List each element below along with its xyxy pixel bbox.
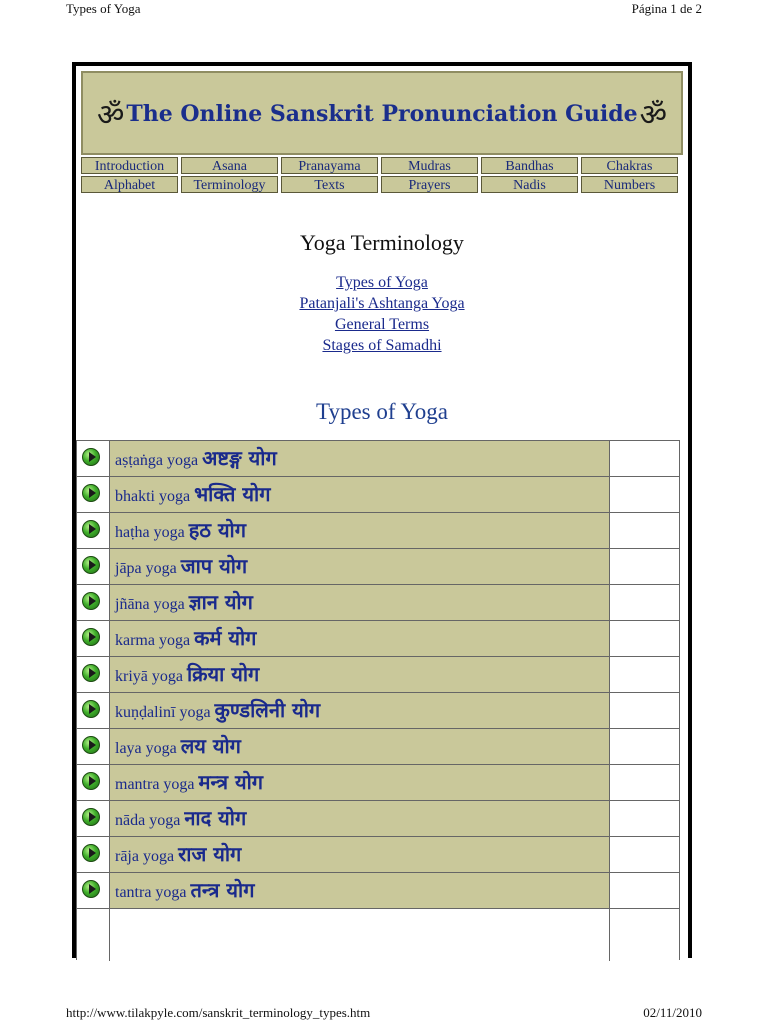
term-cell: [110, 909, 610, 961]
nav-row: [81, 176, 683, 193]
icon-cell: [77, 585, 110, 620]
term-transliteration: tantra yoga: [115, 884, 187, 901]
extra-cell: [610, 513, 679, 548]
term-devanagari: जाप योग: [180, 554, 248, 578]
table-row[interactable]: [77, 873, 679, 909]
green-arrow-bullet-icon[interactable]: [82, 844, 100, 862]
extra-cell: [610, 873, 679, 908]
extra-cell: [610, 477, 679, 512]
green-arrow-bullet-icon[interactable]: [82, 484, 100, 502]
term-transliteration: mantra yoga: [115, 776, 195, 793]
extra-cell: [610, 441, 679, 476]
link-patanjalis-ashtanga-yoga[interactable]: Patanjali's Ashtanga Yoga: [299, 295, 465, 312]
term-devanagari: हठ योग: [188, 518, 246, 542]
term-devanagari: क्रिया योग: [186, 662, 260, 686]
icon-cell: [77, 477, 110, 512]
term-cell: [110, 693, 610, 728]
term-cell: [110, 801, 610, 836]
section-links: [76, 272, 688, 356]
table-row[interactable]: [77, 801, 679, 837]
print-header-page-number: Página 1 de 2: [631, 1, 702, 16]
extra-cell: [610, 765, 679, 800]
link-types-of-yoga[interactable]: Types of Yoga: [336, 274, 428, 291]
green-arrow-bullet-icon[interactable]: [82, 664, 100, 682]
nav-numbers[interactable]: Numbers: [581, 176, 678, 193]
nav-row: [81, 157, 683, 174]
nav-pranayama[interactable]: Pranayama: [281, 157, 378, 174]
print-header-title: Types of Yoga: [66, 1, 141, 16]
term-devanagari: लय योग: [180, 734, 241, 758]
extra-cell: [610, 801, 679, 836]
term-cell: [110, 441, 610, 476]
icon-cell: [77, 801, 110, 836]
term-cell: [110, 657, 610, 692]
extra-cell: [610, 693, 679, 728]
green-arrow-bullet-icon[interactable]: [82, 736, 100, 754]
icon-cell: [77, 621, 110, 656]
icon-cell: [77, 909, 110, 961]
nav-mudras[interactable]: Mudras: [381, 157, 478, 174]
term-transliteration: laya yoga: [115, 740, 177, 757]
term-devanagari: कर्म योग: [194, 626, 257, 650]
green-arrow-bullet-icon[interactable]: [82, 772, 100, 790]
om-icon: ॐ: [639, 98, 667, 133]
terms-table: [76, 440, 680, 960]
section-heading: Types of Yoga: [316, 399, 448, 424]
icon-cell: [77, 873, 110, 908]
nav-terminology[interactable]: Terminology: [181, 176, 278, 193]
term-devanagari: तन्त्र योग: [190, 878, 255, 902]
nav-bandhas[interactable]: Bandhas: [481, 157, 578, 174]
page-title: Yoga Terminology: [300, 230, 464, 255]
icon-cell: [77, 729, 110, 764]
green-arrow-bullet-icon[interactable]: [82, 880, 100, 898]
icon-cell: [77, 837, 110, 872]
term-cell: [110, 729, 610, 764]
nav-alphabet[interactable]: Alphabet: [81, 176, 178, 193]
term-cell: [110, 477, 610, 512]
term-devanagari: मन्त्र योग: [198, 770, 264, 794]
table-row[interactable]: [77, 657, 679, 693]
term-cell: [110, 837, 610, 872]
icon-cell: [77, 513, 110, 548]
extra-cell: [610, 909, 679, 961]
nav-introduction[interactable]: Introduction: [81, 157, 178, 174]
om-icon: ॐ: [97, 98, 125, 133]
extra-cell: [610, 729, 679, 764]
term-cell: [110, 873, 610, 908]
term-cell: [110, 513, 610, 548]
term-transliteration: rāja yoga: [115, 848, 175, 865]
term-transliteration: aṣṭaṅga yoga: [115, 452, 199, 469]
nav-chakras[interactable]: Chakras: [581, 157, 678, 174]
link-general-terms[interactable]: General Terms: [334, 316, 430, 333]
icon-cell: [77, 441, 110, 476]
nav-prayers[interactable]: Prayers: [381, 176, 478, 193]
site-title[interactable]: The Online Sanskrit Pronunciation Guide: [126, 101, 638, 127]
table-row[interactable]: [77, 693, 679, 729]
table-row[interactable]: [77, 513, 679, 549]
print-footer-date: 02/11/2010: [643, 1005, 702, 1020]
term-devanagari: ज्ञान योग: [188, 590, 253, 614]
table-row[interactable]: [77, 765, 679, 801]
green-arrow-bullet-icon[interactable]: [82, 520, 100, 538]
table-row[interactable]: [77, 837, 679, 873]
term-cell: [110, 765, 610, 800]
term-devanagari: राज योग: [178, 842, 242, 866]
term-cell: [110, 621, 610, 656]
green-arrow-bullet-icon[interactable]: [82, 700, 100, 718]
print-footer-url: http://www.tilakpyle.com/sanskrit_terminology_types.htm: [66, 1005, 371, 1020]
term-devanagari: अष्टङ्ग योग: [202, 446, 277, 470]
extra-cell: [610, 549, 679, 584]
term-transliteration: jñāna yoga: [115, 596, 185, 613]
term-devanagari: कुण्डलिनी योग: [214, 698, 321, 722]
main-navigation: [81, 157, 683, 195]
term-transliteration: jāpa yoga: [115, 560, 177, 577]
term-cell: [110, 549, 610, 584]
green-arrow-bullet-icon[interactable]: [82, 556, 100, 574]
table-row[interactable]: [77, 549, 679, 585]
term-transliteration: kuṇḍalinī yoga: [115, 704, 211, 721]
term-transliteration: nāda yoga: [115, 812, 181, 829]
extra-cell: [610, 621, 679, 656]
green-arrow-bullet-icon[interactable]: [82, 592, 100, 610]
nav-asana[interactable]: Asana: [181, 157, 278, 174]
term-transliteration: kriyā yoga: [115, 668, 183, 685]
table-row[interactable]: [77, 585, 679, 621]
nav-texts[interactable]: Texts: [281, 176, 378, 193]
green-arrow-bullet-icon[interactable]: [82, 448, 100, 466]
print-footer: [66, 1005, 702, 1021]
term-devanagari: नाद योग: [184, 806, 247, 830]
icon-cell: [77, 693, 110, 728]
green-arrow-bullet-icon[interactable]: [82, 628, 100, 646]
icon-cell: [77, 657, 110, 692]
extra-cell: [610, 585, 679, 620]
icon-cell: [77, 765, 110, 800]
table-row[interactable]: [77, 621, 679, 657]
icon-cell: [77, 549, 110, 584]
page-frame: [72, 62, 692, 958]
term-transliteration: bhakti yoga: [115, 488, 191, 505]
link-stages-of-samadhi[interactable]: Stages of Samadhi: [322, 337, 442, 354]
nav-nadis[interactable]: Nadis: [481, 176, 578, 193]
term-transliteration: karma yoga: [115, 632, 191, 649]
table-row[interactable]: [77, 729, 679, 765]
extra-cell: [610, 837, 679, 872]
site-banner: [81, 71, 683, 155]
term-devanagari: भक्ति योग: [194, 482, 271, 506]
term-transliteration: haṭha yoga: [115, 524, 185, 541]
green-arrow-bullet-icon[interactable]: [82, 808, 100, 826]
term-cell: [110, 585, 610, 620]
print-header: [66, 1, 702, 17]
extra-cell: [610, 657, 679, 692]
table-row[interactable]: [77, 441, 679, 477]
table-row[interactable]: [77, 477, 679, 513]
table-row-empty: [77, 909, 679, 961]
